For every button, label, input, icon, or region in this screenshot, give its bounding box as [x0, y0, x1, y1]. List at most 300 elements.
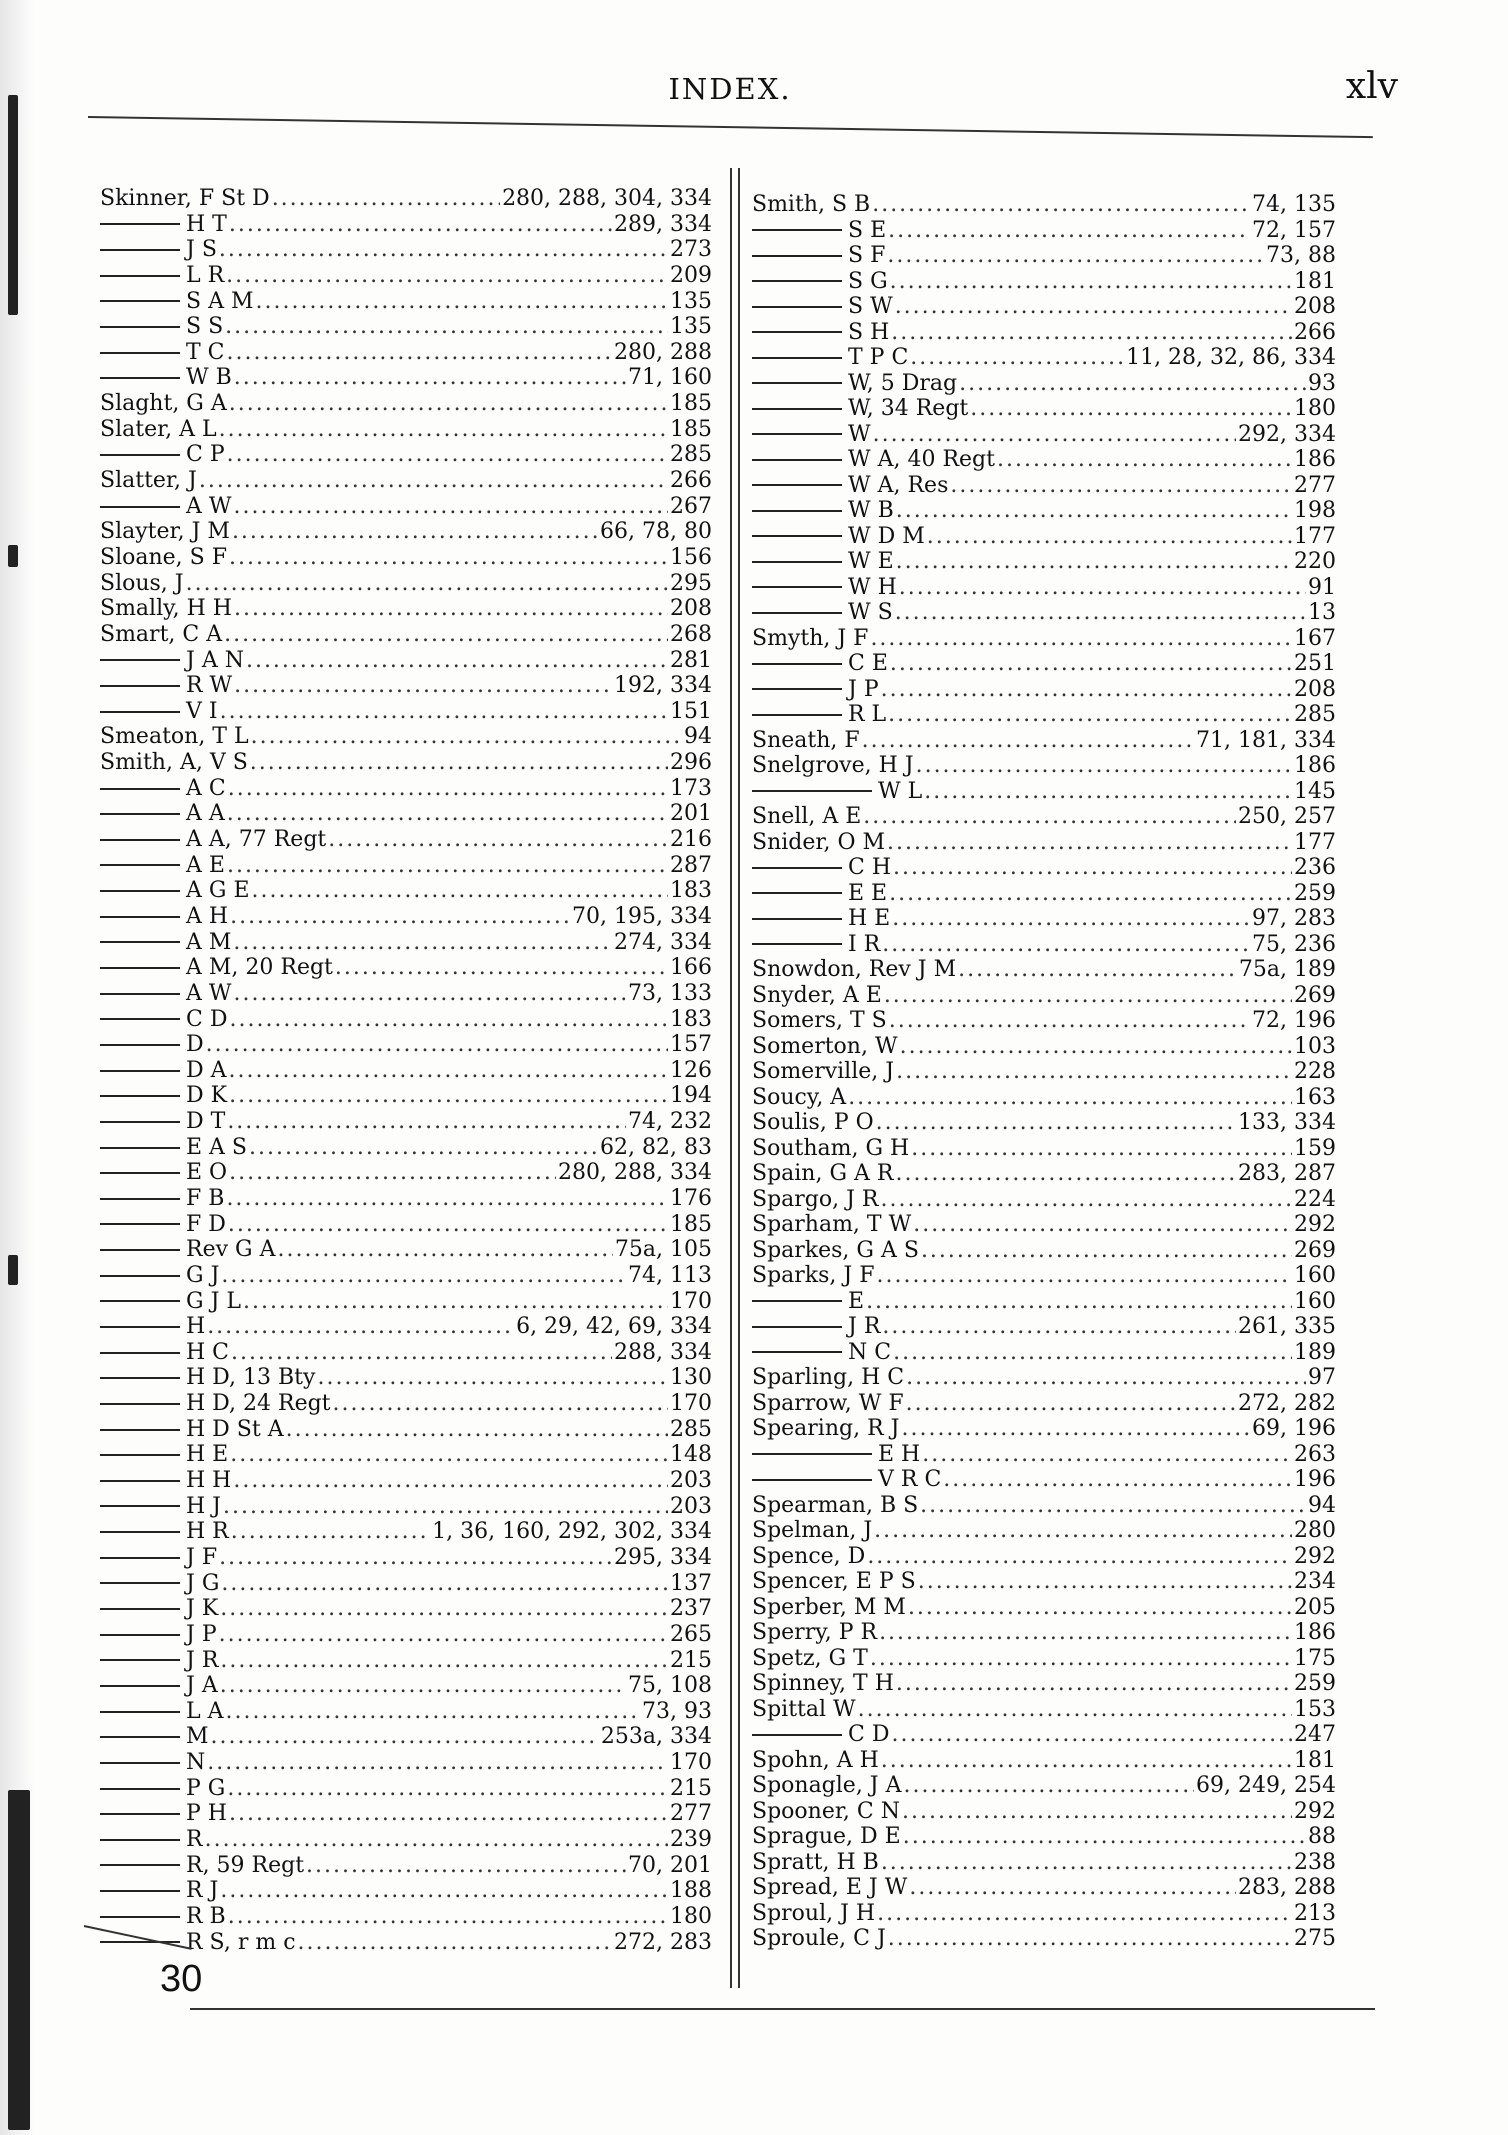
entry-pages: 208 [1294, 676, 1336, 702]
index-entry [752, 1926, 1336, 1952]
entry-name: J P [186, 1621, 217, 1647]
index-entry [100, 1058, 712, 1084]
entry-name: R, 59 Regt [186, 1852, 305, 1878]
ditto-rule [752, 1351, 842, 1353]
entry-name: Spargo, J R [752, 1186, 879, 1212]
entry-pages: 130 [670, 1365, 712, 1391]
leader-dots [862, 728, 1194, 754]
leader-dots [234, 673, 612, 699]
entry-name: P H [186, 1801, 227, 1827]
leader-dots [220, 1878, 668, 1904]
entry-name: A A, 77 Regt [186, 827, 327, 853]
entry-name: Sprague, D E [752, 1824, 901, 1849]
index-entry [100, 724, 712, 750]
index-entry [752, 1697, 1336, 1723]
leader-dots [997, 447, 1292, 473]
leader-dots [908, 1595, 1292, 1621]
entry-pages: 156 [670, 544, 712, 570]
entry-pages: 261, 335 [1238, 1314, 1336, 1339]
leader-dots [893, 855, 1292, 881]
ditto-rule [100, 352, 180, 354]
leader-dots [220, 1673, 626, 1699]
leader-dots [906, 1365, 1306, 1391]
entry-name: S F [848, 243, 886, 268]
index-entry [100, 212, 712, 238]
leader-dots [895, 294, 1292, 320]
entry-name: Rev G A [186, 1237, 276, 1263]
entry-name: A M [186, 929, 232, 955]
binding-mark [8, 1255, 18, 1285]
entry-name: Smith, A, V S [100, 750, 248, 776]
ditto-rule [752, 663, 842, 665]
ditto-rule [100, 326, 180, 328]
entry-name: A H [186, 903, 229, 929]
entry-name: Spread, E J W [752, 1875, 908, 1900]
entry-name: Smyth, J F [752, 625, 869, 651]
entry-pages: 175 [1294, 1645, 1336, 1671]
ditto-rule [752, 586, 842, 588]
entry-pages: 259 [1294, 1671, 1336, 1696]
ditto-rule [100, 1326, 180, 1328]
ditto-rule [752, 484, 842, 486]
entry-pages: 13 [1308, 600, 1336, 625]
entry-name: Somers, T S [752, 1008, 887, 1033]
leader-dots [882, 1314, 1236, 1340]
entry-name: Sparham, T W [752, 1212, 912, 1237]
entry-pages: 88 [1308, 1824, 1336, 1849]
index-entry [100, 1545, 712, 1571]
leader-dots [227, 442, 668, 468]
entry-name: Smart, C A [100, 621, 223, 647]
leader-dots [877, 1901, 1292, 1927]
entry-pages: 277 [670, 1801, 712, 1827]
ditto-rule [100, 275, 180, 277]
ditto-rule [752, 1453, 872, 1455]
leader-dots [233, 1468, 668, 1494]
entry-pages: 73, 133 [628, 980, 712, 1006]
entry-pages: 283, 287 [1238, 1161, 1336, 1186]
leader-dots [207, 1750, 668, 1776]
entry-name: E [848, 1288, 865, 1314]
entry-pages: 292 [1294, 1543, 1336, 1569]
roman-page-number: xlv [1345, 66, 1398, 107]
leader-dots [896, 1059, 1292, 1085]
leader-dots [903, 1824, 1306, 1850]
entry-pages: 289, 334 [614, 211, 712, 237]
ditto-rule [100, 1916, 180, 1918]
leader-dots [230, 1442, 668, 1468]
entry-name: Spencer, E P S [752, 1569, 916, 1594]
index-entry [752, 1544, 1336, 1570]
entry-pages: 137 [670, 1570, 712, 1596]
ditto-rule [100, 223, 180, 225]
ditto-rule [752, 1326, 842, 1328]
leader-dots [219, 417, 668, 443]
entry-pages: 186 [1294, 1620, 1336, 1645]
index-entry [100, 391, 712, 417]
entry-name: N [186, 1750, 206, 1776]
entry-pages: 160 [1294, 1288, 1336, 1314]
leader-dots [870, 626, 1292, 652]
index-entry [100, 289, 712, 315]
entry-pages: 251 [1294, 651, 1336, 676]
index-entry [100, 1442, 712, 1468]
ditto-rule [100, 1762, 180, 1764]
leader-dots [199, 468, 668, 494]
index-entry [752, 1620, 1336, 1646]
leader-dots [882, 932, 1250, 958]
entry-name: A M, 20 Regt [186, 955, 333, 981]
leader-dots [874, 1518, 1292, 1544]
entry-name: W H [848, 574, 897, 600]
index-entry [100, 1878, 712, 1904]
entry-pages: 198 [1294, 498, 1336, 523]
entry-pages: 72, 196 [1252, 1008, 1336, 1033]
index-entry [100, 1289, 712, 1315]
index-entry [752, 243, 1336, 269]
entry-pages: 205 [1294, 1594, 1336, 1620]
entry-name: H D, 24 Regt [186, 1391, 331, 1417]
entry-pages: 216 [670, 827, 712, 853]
entry-name: Spetz, G T [752, 1645, 868, 1671]
entry-pages: 177 [1294, 523, 1336, 549]
entry-pages: 239 [670, 1827, 712, 1852]
entry-name: S W [848, 294, 893, 319]
entry-name: Spain, G A R [752, 1161, 894, 1186]
ditto-rule [752, 331, 842, 333]
entry-name: Sparkes, G A S [752, 1237, 919, 1263]
entry-name: C P [186, 442, 225, 468]
entry-pages: 93 [1308, 370, 1336, 396]
leader-dots [298, 1930, 613, 1956]
entry-pages: 281 [670, 647, 712, 673]
leader-dots [848, 1085, 1292, 1111]
entry-pages: 292 [1294, 1212, 1336, 1237]
leader-dots [889, 1008, 1250, 1034]
entry-pages: 185 [670, 391, 712, 417]
entry-pages: 288, 334 [614, 1339, 712, 1365]
entry-pages: 194 [670, 1083, 712, 1109]
index-entry [752, 855, 1336, 881]
binding-edge [0, 0, 34, 2135]
entry-pages: 170 [670, 1391, 712, 1417]
index-entry [752, 1901, 1336, 1927]
entry-pages: 203 [670, 1493, 712, 1519]
ditto-rule [100, 659, 180, 661]
entry-name: C E [848, 651, 888, 676]
index-entry [100, 878, 712, 904]
entry-pages: 292 [1294, 1798, 1336, 1824]
entry-name: W L [878, 778, 923, 804]
entry-name: Sparrow, W F [752, 1390, 904, 1416]
page-number: 30 [160, 1958, 203, 2000]
entry-pages: 145 [1294, 778, 1336, 804]
index-entry [752, 651, 1336, 677]
entry-name: Spence, D [752, 1543, 866, 1569]
entry-name: C D [186, 1006, 228, 1032]
entry-name: F B [186, 1185, 225, 1211]
leader-dots [255, 289, 668, 315]
entry-pages: 74, 232 [628, 1109, 712, 1135]
index-entry [752, 1110, 1336, 1136]
index-entry [100, 596, 712, 622]
ditto-rule [100, 1890, 180, 1892]
footer-rule [190, 2008, 1375, 2010]
entry-pages: 186 [1294, 447, 1336, 472]
index-entry [100, 622, 712, 648]
leader-dots [227, 1109, 626, 1135]
index-entry [752, 1340, 1336, 1366]
index-entry [752, 1008, 1336, 1034]
entry-pages: 69, 249, 254 [1196, 1773, 1336, 1798]
entry-name: Spooner, C N [752, 1798, 900, 1824]
entry-pages: 253a, 334 [600, 1724, 712, 1750]
entry-name: R J [186, 1878, 219, 1904]
leader-dots [888, 1926, 1292, 1952]
leader-dots [895, 600, 1306, 626]
entry-pages: 163 [1294, 1084, 1336, 1110]
index-entry [100, 1699, 712, 1725]
leader-dots [892, 906, 1250, 932]
leader-dots [890, 651, 1292, 677]
ditto-rule [752, 510, 842, 512]
entry-name: J S [186, 237, 217, 263]
leader-dots [224, 622, 668, 648]
ditto-rule [752, 459, 842, 461]
leader-dots [230, 904, 570, 930]
ditto-rule [100, 1634, 180, 1636]
entry-pages: 97, 283 [1252, 906, 1336, 931]
index-entry [100, 1083, 712, 1109]
index-entry [752, 1034, 1336, 1060]
entry-pages: 157 [670, 1032, 712, 1058]
index-entry [100, 955, 712, 981]
leader-dots [231, 1340, 612, 1366]
entry-pages: 267 [670, 493, 712, 519]
leader-dots [328, 827, 668, 853]
index-entry [752, 1263, 1336, 1289]
leader-dots [916, 753, 1292, 779]
leader-dots [920, 1493, 1306, 1519]
ditto-rule [100, 249, 180, 251]
leader-dots [893, 1340, 1292, 1366]
index-entry [752, 779, 1336, 805]
leader-dots [887, 243, 1264, 269]
index-entry [752, 1365, 1336, 1391]
ditto-rule [100, 1557, 180, 1559]
entry-name: H C [186, 1339, 230, 1365]
leader-dots [876, 1263, 1292, 1289]
leader-dots [229, 545, 668, 571]
leader-dots [910, 345, 1124, 371]
leader-dots [891, 320, 1292, 346]
entry-pages: 236 [1294, 855, 1336, 880]
entry-name: T P C [848, 345, 909, 370]
entry-pages: 266 [1294, 319, 1336, 345]
leader-dots [227, 1776, 668, 1802]
ditto-rule [100, 1608, 180, 1610]
entry-name: J R [186, 1647, 219, 1673]
ditto-rule [100, 788, 180, 790]
entry-name: J A [186, 1673, 218, 1699]
entry-pages: 135 [670, 314, 712, 340]
entry-name: Slaght, G A [100, 391, 227, 417]
entry-name: A C [186, 775, 226, 801]
index-entry [752, 804, 1336, 830]
leader-dots [866, 1289, 1292, 1315]
ditto-rule [100, 1095, 180, 1097]
ditto-rule [100, 967, 180, 969]
entry-name: Snyder, A E [752, 982, 882, 1008]
entry-pages: 208 [1294, 294, 1336, 319]
index-column-left [100, 186, 712, 1955]
ditto-rule [100, 1223, 180, 1225]
entry-name: Skinner, F St D [100, 186, 270, 211]
index-entry [100, 1930, 712, 1956]
entry-name: H J [186, 1493, 221, 1519]
entry-pages: 285 [1294, 702, 1336, 727]
index-entry [100, 442, 712, 468]
leader-dots [234, 494, 669, 520]
ditto-rule [752, 408, 842, 410]
entry-pages: 94 [684, 724, 712, 750]
ditto-rule [100, 1429, 180, 1431]
leader-dots [881, 1850, 1292, 1876]
entry-pages: 228 [1294, 1059, 1336, 1084]
leader-dots [229, 1083, 668, 1109]
leader-dots [927, 524, 1292, 550]
leader-dots [913, 1212, 1292, 1238]
entry-name: V R C [878, 1467, 942, 1492]
entry-pages: 292, 334 [1238, 421, 1336, 447]
entry-pages: 265 [670, 1621, 712, 1647]
ditto-rule [100, 1121, 180, 1123]
index-entry [752, 1646, 1336, 1672]
entry-name: R S, r m c [186, 1929, 296, 1955]
index-entry [100, 314, 712, 340]
ditto-rule [752, 892, 842, 894]
leader-dots [252, 878, 668, 904]
entry-name: W, 34 Regt [848, 396, 969, 421]
entry-pages: 263 [1294, 1441, 1336, 1467]
index-entry [100, 1032, 712, 1058]
entry-pages: 170 [670, 1288, 712, 1314]
ditto-rule [752, 612, 842, 614]
leader-dots [922, 1442, 1292, 1468]
index-entry [100, 186, 712, 212]
entry-name: J P [848, 676, 879, 702]
entry-pages: 285 [670, 1416, 712, 1442]
entry-pages: 148 [670, 1442, 712, 1468]
entry-name: Smally, H H [100, 596, 232, 622]
ditto-rule [752, 382, 842, 384]
index-entry [752, 1824, 1336, 1850]
entry-pages: 269 [1294, 1237, 1336, 1263]
index-entry [100, 1160, 712, 1186]
entry-name: Slayter, J M [100, 519, 230, 545]
index-entry [100, 417, 712, 443]
entry-pages: 183 [670, 878, 712, 904]
entry-pages: 180 [670, 1903, 712, 1929]
entry-name: H D, 13 Bty [186, 1365, 316, 1391]
entry-name: Spinney, T H [752, 1671, 894, 1696]
entry-name: W, 5 Drag [848, 370, 958, 396]
leader-dots [858, 1697, 1292, 1723]
entry-name: Sproule, C J [752, 1926, 886, 1951]
entry-name: Somerville, J [752, 1059, 895, 1084]
entry-name: W B [186, 365, 232, 391]
entry-name: L R [186, 262, 225, 288]
leader-dots [250, 750, 668, 776]
entry-pages: 234 [1294, 1569, 1336, 1594]
leader-dots [884, 983, 1292, 1009]
ditto-rule [100, 839, 180, 841]
entry-name: Sparling, H C [752, 1365, 905, 1390]
entry-name: W A, Res [848, 472, 949, 498]
entry-name: C H [848, 855, 892, 880]
entry-pages: 209 [670, 262, 712, 288]
index-entry [752, 549, 1336, 575]
entry-pages: 220 [1294, 549, 1336, 574]
index-entry [100, 1904, 712, 1930]
entry-name: R L [848, 702, 887, 727]
entry-name: Snell, A E [752, 804, 862, 829]
ditto-rule [100, 1198, 180, 1200]
entry-pages: 176 [670, 1185, 712, 1211]
entry-name: W D M [848, 523, 925, 549]
entry-name: D K [186, 1083, 228, 1109]
entry-pages: 75a, 105 [614, 1237, 712, 1263]
ditto-rule [100, 1864, 180, 1866]
leader-dots [881, 677, 1292, 703]
entry-pages: 280, 288, 304, 334 [502, 186, 712, 211]
leader-dots [227, 853, 668, 879]
leader-dots [870, 1646, 1292, 1672]
index-entry [752, 1467, 1336, 1493]
leader-dots [879, 1620, 1292, 1646]
leader-dots [211, 1724, 599, 1750]
entry-pages: 213 [1294, 1900, 1336, 1926]
entry-pages: 70, 195, 334 [572, 903, 712, 929]
leader-dots [234, 365, 626, 391]
entry-name: J F [186, 1544, 218, 1570]
ditto-rule [752, 867, 842, 869]
leader-dots [888, 702, 1292, 728]
leader-dots [900, 1034, 1292, 1060]
ditto-rule [100, 1813, 180, 1815]
ditto-rule [100, 1531, 180, 1533]
leader-dots [911, 1136, 1292, 1162]
leader-dots [205, 1827, 668, 1853]
entry-pages: 296 [670, 750, 712, 776]
entry-pages: 224 [1294, 1186, 1336, 1212]
ditto-rule [752, 1479, 872, 1481]
ditto-rule [100, 1147, 180, 1149]
index-entry [100, 1212, 712, 1238]
index-entry [752, 600, 1336, 626]
index-entry [100, 981, 712, 1007]
ditto-rule [752, 943, 842, 945]
leader-dots [229, 1160, 556, 1186]
entry-pages: 192, 334 [614, 673, 712, 699]
leader-dots [226, 263, 668, 289]
leader-dots [246, 648, 668, 674]
entry-pages: 1, 36, 160, 292, 302, 334 [432, 1519, 712, 1545]
entry-name: Slatter, J [100, 468, 197, 494]
entry-name: Sneath, F [752, 727, 860, 753]
ditto-rule [100, 941, 180, 943]
index-entry [100, 1750, 712, 1776]
